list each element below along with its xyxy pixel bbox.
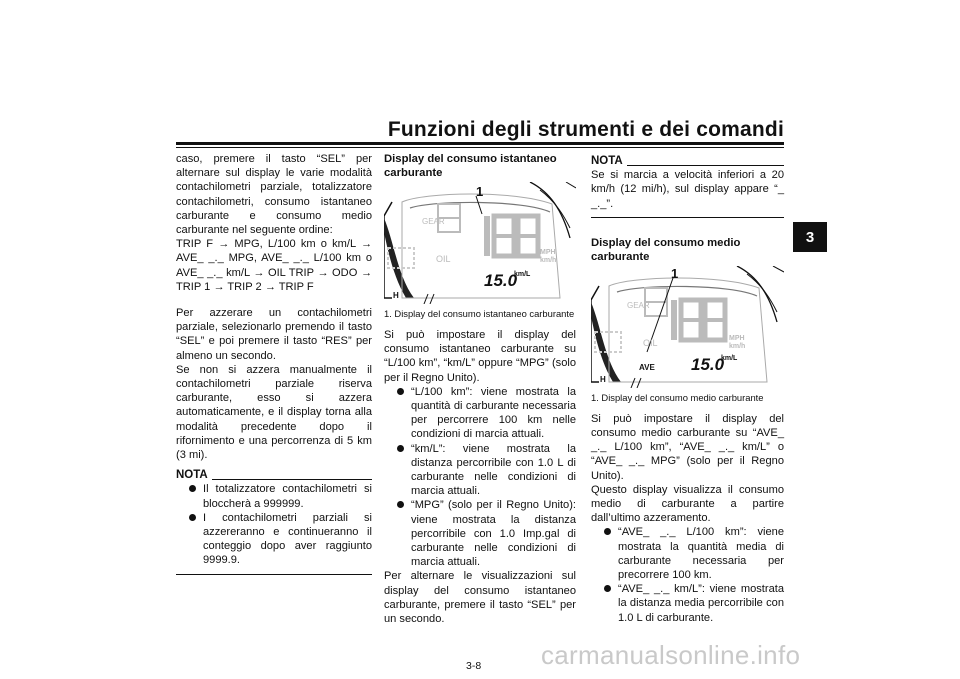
h-label: H [393, 291, 399, 300]
oil-label: OIL [436, 254, 451, 264]
consumption-reading: 15.0 [484, 271, 518, 290]
average-consumption-figure [591, 266, 784, 388]
nota-item: I contachilometri parziali si azzereranno e continueranno il conteggio dopo aver raggiunto 9999.9. [176, 511, 372, 568]
col1-paragraph-4: Se non si azzera manualmente il contachilometri parziale riserva carburante, esso si azzera automaticamente, e il display torna alla modalità precedente dopo il rifornimento e una percorrenza di 5 km (3 mi). [176, 363, 372, 462]
ave-label: AVE [639, 362, 655, 372]
col3-paragraph-1: Si può impostare il display del consumo medio carburante su “AVE_ _._ L/100 km”, “AVE_ _._ km/L” o “AVE_ _._ MPG” (solo per il Regno Unito). [591, 412, 784, 482]
instant-consumption-figure [384, 182, 576, 304]
col1-paragraph-2: TRIP F → MPG, L/100 km o km/L → AVE_ _._ MPG, AVE_ _._ L/100 km o AVE_ _._ km/L → OIL TRIP → ODO → TRIP 1 → TRIP 2 → TRIP F [176, 238, 372, 293]
instrument-display-illustration [591, 266, 784, 388]
nota-list [176, 482, 372, 567]
kml-unit: km/L [514, 271, 531, 278]
nota-text: Se si marcia a velocità inferiori a 20 km/h (12 mi/h), sul display appare “_ _._”. [591, 169, 784, 210]
gear-label: GEAR [627, 300, 650, 310]
column-3 [591, 152, 784, 625]
oil-label: OIL [643, 337, 658, 348]
nota-label: NOTA [591, 155, 623, 167]
section-heading-instant: Display del consumo istantaneo carburante [384, 153, 557, 179]
nota-header-col3 [591, 154, 784, 168]
kmh-label: km/h [540, 257, 557, 264]
nota-end-rule [176, 574, 372, 575]
instrument-display-illustration [384, 182, 576, 304]
instant-modes-list [384, 385, 576, 570]
col3-paragraph-2: Questo display visualizza il consumo medio di carburante a partire dall’ultimo azzeramento. [591, 483, 784, 525]
watermark: carmanualsonline.info [541, 640, 801, 670]
page-number: 3-8 [466, 660, 482, 672]
list-item: “km/L”: viene mostrata la distanza percorribile con 1.0 L di carburante nelle condizioni di marcia attuali. [384, 442, 576, 499]
nota-header [176, 468, 372, 482]
col1-paragraph-1: caso, premere il tasto “SEL” per alternare sul display le varie modalità contachilometri parziale, totalizzatore contachilometri, consumo istantaneo carburante e consumo medio carburante nel seguente ordine: [176, 153, 372, 237]
kmh-label: km/h [729, 342, 746, 350]
section-heading-average: Display del consumo medio carburante [591, 236, 741, 263]
callout-number: 1 [671, 265, 679, 281]
list-item: “AVE_ _._ L/100 km”: viene mostrata la quantità media di carburante necessaria per precorrere 100 km. [591, 525, 784, 582]
list-item: “L/100 km”: viene mostrata la quantità di carburante necessaria per percorrere 100 km nelle condizioni di marcia attuali. [384, 385, 576, 442]
figure-caption-instant: 1. Display del consumo istantaneo carburante [384, 308, 575, 319]
figure-caption-average: 1. Display del consumo medio carburante [591, 391, 764, 403]
col1-paragraph-3: Per azzerare un contachilometri parziale, selezionarlo premendo il tasto “SEL” e poi premere il tasto “RES” per almeno un secondo. [176, 307, 372, 362]
mph-label: MPH [540, 249, 556, 256]
header-rule-thin [176, 147, 784, 148]
page-title: Funzioni degli strumenti e dei comandi [387, 118, 784, 141]
callout-number: 1 [476, 184, 484, 199]
column-1 [176, 152, 372, 575]
column-2 [384, 152, 576, 626]
nota-label: NOTA [176, 469, 208, 482]
kml-unit: km/L [721, 354, 738, 362]
gear-label: GEAR [422, 217, 445, 226]
header-rule-thick [176, 142, 784, 145]
average-modes-list [591, 525, 784, 624]
h-label: H [600, 374, 606, 384]
consumption-reading: 15.0 [691, 354, 725, 374]
nota-item: Il totalizzatore contachilometri si bloccherà a 999999. [176, 482, 372, 510]
list-item: “AVE_ _._ km/L”: viene mostrata la distanza media percorribile con 1.0 L di carburante. [591, 582, 784, 625]
list-item: “MPG” (solo per il Regno Unito): viene mostrata la distanza percorribile con 1.0 Imp.gal di carburante nelle condizioni di marcia attuali. [384, 498, 576, 569]
mph-label: MPH [729, 334, 745, 342]
col2-paragraph-1: Si può impostare il display del consumo istantaneo carburante su “L/100 km”, “km/L” oppure “MPG” (solo per il Regno Unito). [384, 329, 576, 384]
col2-paragraph-2: Per alternare le visualizzazioni sul display del consumo istantaneo carburante, premere il tasto “SEL” per un secondo. [384, 570, 576, 626]
chapter-tab: 3 [793, 222, 827, 252]
